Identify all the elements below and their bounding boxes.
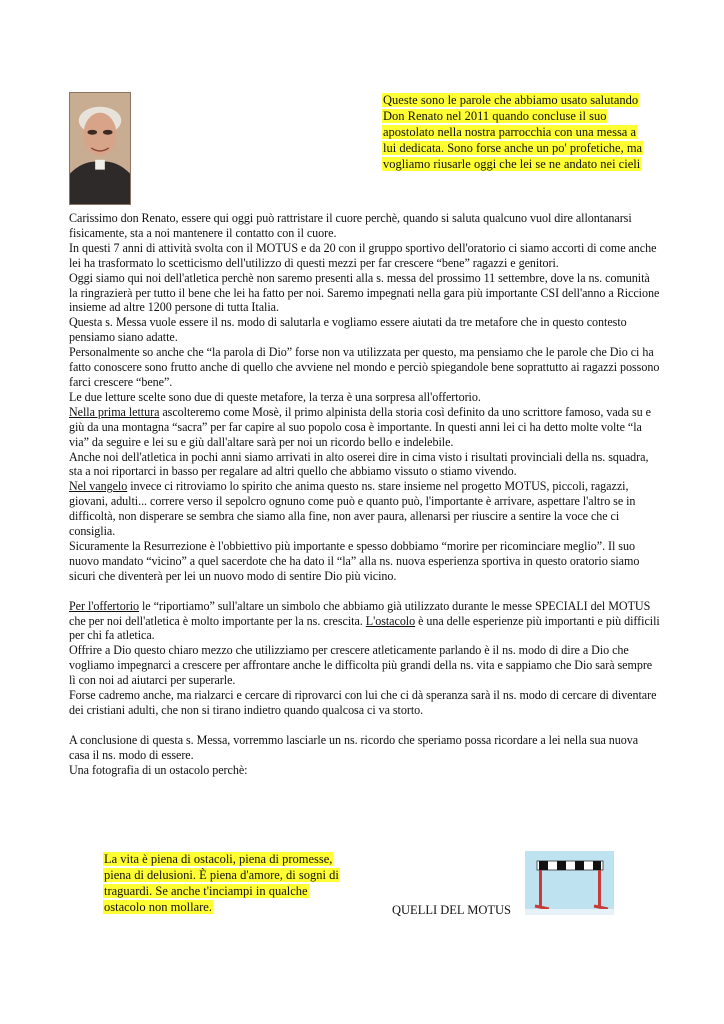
paragraph-offer-god: Offrire a Dio questo chiaro mezzo che utilizziamo per crescere atleticamente parlando è il ns. modo di dire a Dio che vogliamo impegnarci a crescere per affrontare anche le difficolta più grandi della ns. vita e sappiamo che Dio sarà sempre lì con noi ad aiutarci per superarle. xyxy=(69,643,653,688)
paragraph-greeting: Carissimo don Renato, essere qui oggi può rattristare il cuore perchè, quando si saluta qualcuno vuol dire allontanarsi fisicamente, sta a noi mantenere il contatto con il cuore. xyxy=(69,211,632,240)
intro-text: Queste sono le parole che abbiamo usato salutando Don Renato nel 2011 quando concluse il suo apostolato nella nostra parrocchia con una messa a lui dedicata. Sono forse anche un po' profetiche, ma vogliamo riusarle oggi che lei se ne andato nei cieli xyxy=(383,93,643,171)
paragraph-years: In questi 7 anni di attività svolta con il MOTUS e da 20 con il gruppo sportivo dell'oratorio ci siamo accorti di come anche lei ha trasformato lo scetticismo dell'utilizzo di questi mezzi per far crescere “bene” ragazzi e genitori. xyxy=(69,240,657,270)
paragraph-photo: Una fotografia di un ostacolo perchè: xyxy=(69,762,248,777)
letter-body xyxy=(69,211,661,778)
offertory-text-b: è una delle esperienze più importanti e più difficili per chi fa atletica. xyxy=(69,613,660,643)
offertory-text-a: le “riportiamo” sull'altare un simbolo che abbiamo già utilizzato durante le messe SPECIALI del MOTUS che per noi dell'atletica è molto importante per la ns. crescita. xyxy=(69,598,651,628)
spacer xyxy=(69,584,661,599)
paragraph-athletics: Anche noi dell'atletica in pochi anni siamo arrivati in alto oserei dire in cima visto i risultati provinciali della ns. squadra, sta a noi riportarci in basso per regalare ad altri quello che abbiamo vissuto o stiamo vivendo. xyxy=(69,449,649,479)
quote-text: La vita è piena di ostacoli, piena di promesse, piena di delusioni. È piena d'amore, di sogni di traguardi. Se anche t'inciampi in qualche ostacolo non mollare. xyxy=(104,852,339,914)
paragraph-offertory xyxy=(69,599,661,644)
intro-paragraph xyxy=(382,92,652,172)
paragraph-fall: Forse cadremo anche, ma rialzarci e cercare di riprovarci con lui che ci dà speranza sarà il ns. modo di cercare di diventare dei cristiani adulti, che non si tirano indietro quando qualcosa ci va storto. xyxy=(69,688,657,717)
paragraph-readings: Le due letture scelte sono due di queste metafore, la terza è una sorpresa all'offertorio. xyxy=(69,389,481,404)
portrait-photo xyxy=(69,92,131,205)
signature: QUELLI DEL MOTUS xyxy=(392,903,511,917)
hurdle-label: L'ostacolo xyxy=(365,613,416,628)
gospel-label: Nel vangelo xyxy=(69,479,128,494)
closing-quote xyxy=(103,851,341,915)
paragraph-resurrection: Sicuramente la Resurrezione è l'obbiettivo più importante e spesso dobbiamo “morire per ricominciare meglio”. Il suo nuovo mandato “vicino” a quel sacerdote che ha dato il “la” alla ns. nuova esperienza sportiva in questo oratorio siamo sicuri che diventerà per lei un nuovo modo di sentire Dio più vicino. xyxy=(69,538,640,583)
paragraph-first-reading xyxy=(69,405,661,450)
gospel-text: invece ci ritroviamo lo spirito che anima questo ns. stare insieme nel progetto MOTUS, piccoli, ragazzi, giovani, adulti... correre verso il sepolcro ognuno come può e quanto può, l'importante è arrivare, aspettare l'altro se in difficoltà, non disperare se sembra che siamo alla fine, non aver paura, allenarsi per riuscire a sentire la voce che ci consiglia. xyxy=(69,479,636,539)
paragraph-gospel xyxy=(69,479,661,539)
offertory-label: Per l'offertorio xyxy=(69,598,140,613)
paragraph-conclusion: A conclusione di questa s. Messa, vorremmo lasciarle un ns. ricordo che speriamo possa ricordare a lei nella sua nuova casa il ns. modo di essere. xyxy=(69,732,639,762)
paragraph-metaphors: Questa s. Messa vuole essere il ns. modo di salutarla e vogliamo essere aiutati da tre metafore che in questo contesto pensiamo siano adatte. xyxy=(69,315,627,345)
hurdle-photo xyxy=(525,851,614,915)
spacer xyxy=(69,718,661,733)
paragraph-today: Oggi siamo qui noi dell'atletica perchè non saremo presenti alla s. messa del prossimo 11 settembre, dove la ns. comunità la ringrazierà per tutto il bene che lei ha fatto per noi. Saremo impegnati nella gara più importante CSI dell'anno a Riccione insieme ad altre 1200 persone di tutta Italia. xyxy=(69,270,660,315)
first-reading-text: ascolteremo come Mosè, il primo alpinista della storia così definito da uno scrittore famoso, vada su e giù da una montagna “sacra” per far capire al suo popolo cosa è importante. In questi anni lei ci ha detto molte volte “la via” da seguire e lei su e giù dall'altare sarà per noi un ricordo bello e indelebile. xyxy=(69,404,651,449)
first-reading-label: Nella prima lettura xyxy=(69,404,160,419)
paragraph-word-of-god: Personalmente so anche che “la parola di Dio” forse non va utilizzata per questo, ma pensiamo che le parole che Dio ci ha fatto conoscere sono frutto anche di quello che avviene nel mondo e perciò spiegandole bene soprattutto ai ragazzi possono farci crescere “bene”. xyxy=(69,345,660,389)
